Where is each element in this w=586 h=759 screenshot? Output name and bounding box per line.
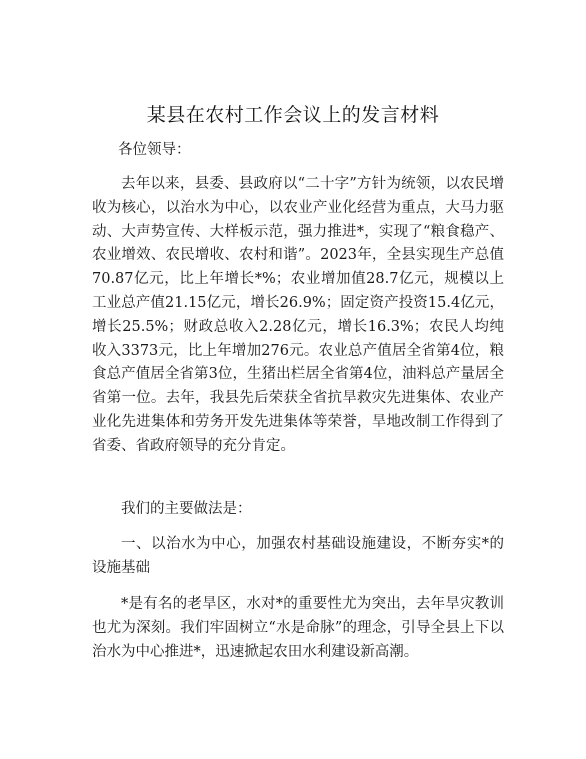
section-heading-water: 一、以治水为中心，加强农村基础设施建设，不断夯实*的设施基础 xyxy=(92,536,504,576)
paragraph-methods-intro: 我们的主要做法是： xyxy=(121,501,252,517)
paragraph-water: *是有名的老旱区，水对*的重要性尤为突出，去年旱灾教训也尤为深刻。我们牢固树立“水是命脉”的理念，引导全县上下以治水为中心推进*，迅速掀起农田水利建设新高潮。 xyxy=(92,596,504,660)
paragraph-overview: 去年以来，县委、县政府以“二十字”方针为统领，以农民增收为核心，以治水为中心，以农业产业化经营为重点，大马力驱动、大声势宣传、大样板示范，强力推进*，实现了“粮食稳产、农业增效、农民增收、农村和谐”。2023年，全县实现生产总值70.87亿元，比上年增长*%；农业增加值28.7亿元，规模以上工业总产值21.15亿元，增长26.9%；固定资产投资15.4亿元，增长25.5%；财政总收入2.28亿元，增长16.3%；农民人均纯收入3373元，比上年增加276元。农业总产值居全省第4位，粮食总产值居全省第3位，生猪出栏居全省第4位，油料总产量居全省第一位。去年，我县先后荣获全省抗旱救灾先进集体、农业产业化先进集体和劳务开发先进集体等荣誉，旱地改制工作得到了省委、省政府领导的充分肯定。 xyxy=(92,176,504,454)
document-title: 某县在农村工作会议上的发言材料 xyxy=(146,104,440,126)
greeting: 各位领导： xyxy=(118,142,191,158)
